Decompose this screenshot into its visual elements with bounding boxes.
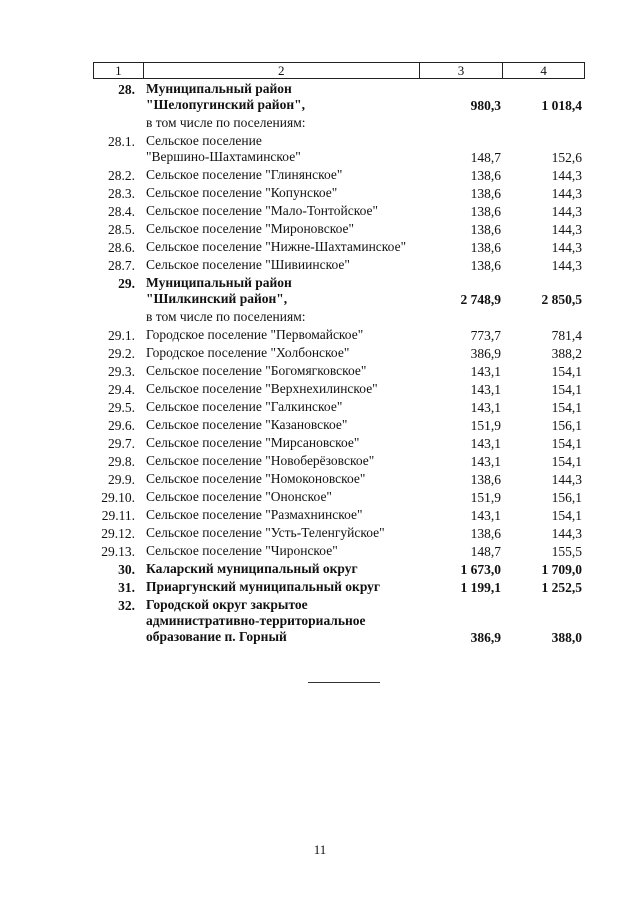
row-name <box>146 115 421 131</box>
row-number: 31. <box>118 580 135 595</box>
row-name-line: Городское поселение "Первомайское" <box>146 327 364 342</box>
row-name <box>146 471 421 487</box>
row-name <box>146 381 421 397</box>
header-col-3: 3 <box>420 63 504 78</box>
row-name-line: "Вершино-Шахтаминское" <box>146 149 301 164</box>
value-col-3: 138,6 <box>470 240 501 255</box>
value-col-4: 154,1 <box>551 436 582 451</box>
value-col-4: 156,1 <box>551 490 582 505</box>
table-row <box>93 579 585 597</box>
table-row <box>93 203 585 221</box>
row-name-line: Сельское поселение "Богомягковское" <box>146 363 367 378</box>
row-number: 29.8. <box>108 454 135 469</box>
value-col-4: 1 709,0 <box>541 562 582 577</box>
value-col-3: 2 748,9 <box>460 292 501 307</box>
row-name-line: Сельское поселение "Чиронское" <box>146 543 338 558</box>
table-row <box>93 133 585 167</box>
table-body <box>93 81 585 647</box>
row-name <box>146 453 421 469</box>
row-name-line: Сельское поселение "Размахнинское" <box>146 507 363 522</box>
table-row <box>93 399 585 417</box>
value-col-4: 144,3 <box>551 222 582 237</box>
row-name-line: Сельское поселение "Ононское" <box>146 489 332 504</box>
row-name <box>146 257 421 273</box>
table-row <box>93 115 585 133</box>
row-name-line: "Шилкинский район", <box>146 291 288 306</box>
row-name-line: "Шелопугинский район", <box>146 97 305 112</box>
value-col-3: 143,1 <box>470 436 501 451</box>
row-name <box>146 399 421 415</box>
row-number: 29.9. <box>108 472 135 487</box>
row-name <box>146 561 421 577</box>
value-col-3: 143,1 <box>470 382 501 397</box>
table-row <box>93 435 585 453</box>
row-name <box>146 435 421 451</box>
row-name <box>146 579 421 595</box>
row-name-line: в том числе по поселениям: <box>146 115 306 130</box>
row-name-line: Сельское поселение "Верхнехилинское" <box>146 381 378 396</box>
table-row <box>93 81 585 115</box>
row-number: 29.5. <box>108 400 135 415</box>
row-name <box>146 133 421 165</box>
header-col-4: 4 <box>540 63 547 78</box>
row-name <box>146 309 421 325</box>
row-name <box>146 81 421 113</box>
row-name <box>146 543 421 559</box>
value-col-3: 980,3 <box>470 98 501 113</box>
row-name-line: в том числе по поселениям: <box>146 309 306 324</box>
row-name <box>146 363 421 379</box>
value-col-4: 154,1 <box>551 400 582 415</box>
row-name-line: Сельское поселение <box>146 133 262 148</box>
value-col-3: 138,6 <box>470 526 501 541</box>
value-col-4: 1 252,5 <box>541 580 582 595</box>
value-col-3: 143,1 <box>470 364 501 379</box>
row-name <box>146 185 421 201</box>
table-row <box>93 525 585 543</box>
table-row <box>93 507 585 525</box>
row-name <box>146 525 421 541</box>
value-col-4: 154,1 <box>551 364 582 379</box>
table-row <box>93 275 585 309</box>
value-col-3: 773,7 <box>470 328 501 343</box>
table-row <box>93 543 585 561</box>
value-col-4: 156,1 <box>551 418 582 433</box>
value-col-4: 388,0 <box>551 630 582 645</box>
row-name-line: Сельское поселение "Глинянское" <box>146 167 343 182</box>
row-number: 28.3. <box>108 186 135 201</box>
divider-line <box>308 682 380 683</box>
row-name <box>146 167 421 183</box>
value-col-4: 144,3 <box>551 472 582 487</box>
row-name-line: образование п. Горный <box>146 629 287 644</box>
row-number: 29.11. <box>101 508 135 523</box>
table-row <box>93 471 585 489</box>
table-row <box>93 345 585 363</box>
row-number: 29.10. <box>101 490 135 505</box>
page-number: 11 <box>313 842 327 857</box>
row-name-line: Городской округ закрытое <box>146 597 308 612</box>
row-name <box>146 489 421 505</box>
row-name-line: Каларский муниципальный округ <box>146 561 358 576</box>
table-row <box>93 309 585 327</box>
row-name-line: Сельское поселение "Нижне-Шахтаминское" <box>146 239 407 254</box>
row-name <box>146 345 421 361</box>
row-number: 28.5. <box>108 222 135 237</box>
row-number: 32. <box>118 598 135 613</box>
row-name <box>146 239 421 255</box>
row-name-line: Сельское поселение "Мироновское" <box>146 221 354 236</box>
value-col-3: 1 673,0 <box>460 562 501 577</box>
row-name-line: Сельское поселение "Усть-Теленгуйское" <box>146 525 385 540</box>
value-col-3: 138,6 <box>470 186 501 201</box>
table-row <box>93 597 585 647</box>
row-number: 29.3. <box>108 364 135 379</box>
table-row <box>93 453 585 471</box>
value-col-4: 154,1 <box>551 382 582 397</box>
value-col-3: 151,9 <box>470 418 501 433</box>
value-col-3: 143,1 <box>470 508 501 523</box>
row-name <box>146 507 421 523</box>
value-col-4: 2 850,5 <box>541 292 582 307</box>
row-name <box>146 417 421 433</box>
value-col-3: 143,1 <box>470 400 501 415</box>
table-row <box>93 489 585 507</box>
row-number: 28.6. <box>108 240 135 255</box>
row-number: 28.4. <box>108 204 135 219</box>
row-name-line: Приаргунский муниципальный округ <box>146 579 381 594</box>
row-number: 30. <box>118 562 135 577</box>
value-col-4: 152,6 <box>551 150 582 165</box>
value-col-3: 386,9 <box>470 630 501 645</box>
row-name-line: Сельское поселение "Номоконовское" <box>146 471 366 486</box>
row-name-line: Сельское поселение "Копунское" <box>146 185 338 200</box>
row-number: 29.1. <box>108 328 135 343</box>
value-col-4: 144,3 <box>551 204 582 219</box>
row-name <box>146 597 421 645</box>
value-col-3: 143,1 <box>470 454 501 469</box>
row-number: 29.13. <box>101 544 135 559</box>
value-col-4: 154,1 <box>551 508 582 523</box>
row-name-line: Сельское поселение "Казановское" <box>146 417 348 432</box>
value-col-3: 138,6 <box>470 472 501 487</box>
value-col-3: 148,7 <box>470 544 501 559</box>
value-col-4: 144,3 <box>551 526 582 541</box>
table-row <box>93 257 585 275</box>
table-row <box>93 221 585 239</box>
value-col-3: 151,9 <box>470 490 501 505</box>
table-row <box>93 239 585 257</box>
row-name-line: Сельское поселение "Мало-Тонтойское" <box>146 203 378 218</box>
value-col-4: 144,3 <box>551 168 582 183</box>
value-col-4: 388,2 <box>551 346 582 361</box>
value-col-3: 148,7 <box>470 150 501 165</box>
row-name <box>146 203 421 219</box>
value-col-3: 138,6 <box>470 222 501 237</box>
row-name-line: Муниципальный район <box>146 275 292 290</box>
row-number: 29.4. <box>108 382 135 397</box>
value-col-4: 1 018,4 <box>541 98 582 113</box>
row-number: 28.1. <box>108 134 135 149</box>
value-col-3: 1 199,1 <box>460 580 501 595</box>
row-name-line: Сельское поселение "Новоберёзовское" <box>146 453 375 468</box>
row-number: 29.12. <box>101 526 135 541</box>
row-name-line: Сельское поселение "Шивиинское" <box>146 257 350 272</box>
row-number: 29. <box>118 276 135 291</box>
value-col-4: 144,3 <box>551 186 582 201</box>
header-col-2: 2 <box>144 63 420 78</box>
table-row <box>93 185 585 203</box>
value-col-4: 154,1 <box>551 454 582 469</box>
value-col-4: 781,4 <box>551 328 582 343</box>
table-row <box>93 561 585 579</box>
table-row <box>93 381 585 399</box>
table-row <box>93 167 585 185</box>
row-name-line: административно-территориальное <box>146 613 366 628</box>
value-col-3: 138,6 <box>470 204 501 219</box>
row-name-line: Сельское поселение "Мирсановское" <box>146 435 360 450</box>
table-header <box>93 62 585 79</box>
row-name-line: Сельское поселение "Галкинское" <box>146 399 343 414</box>
row-number: 29.6. <box>108 418 135 433</box>
table-row <box>93 417 585 435</box>
row-number: 29.2. <box>108 346 135 361</box>
value-col-4: 155,5 <box>551 544 582 559</box>
row-name <box>146 327 421 343</box>
row-number: 28.7. <box>108 258 135 273</box>
row-name <box>146 221 421 237</box>
table-row <box>93 363 585 381</box>
table-row <box>93 327 585 345</box>
value-col-4: 144,3 <box>551 240 582 255</box>
value-col-4: 144,3 <box>551 258 582 273</box>
row-name-line: Городское поселение "Холбонское" <box>146 345 350 360</box>
header-col-1: 1 <box>94 63 144 78</box>
row-name <box>146 275 421 307</box>
value-col-3: 138,6 <box>470 168 501 183</box>
value-col-3: 138,6 <box>470 258 501 273</box>
value-col-3: 386,9 <box>470 346 501 361</box>
row-name-line: Муниципальный район <box>146 81 292 96</box>
row-number: 28.2. <box>108 168 135 183</box>
row-number: 28. <box>118 82 135 97</box>
row-number: 29.7. <box>108 436 135 451</box>
